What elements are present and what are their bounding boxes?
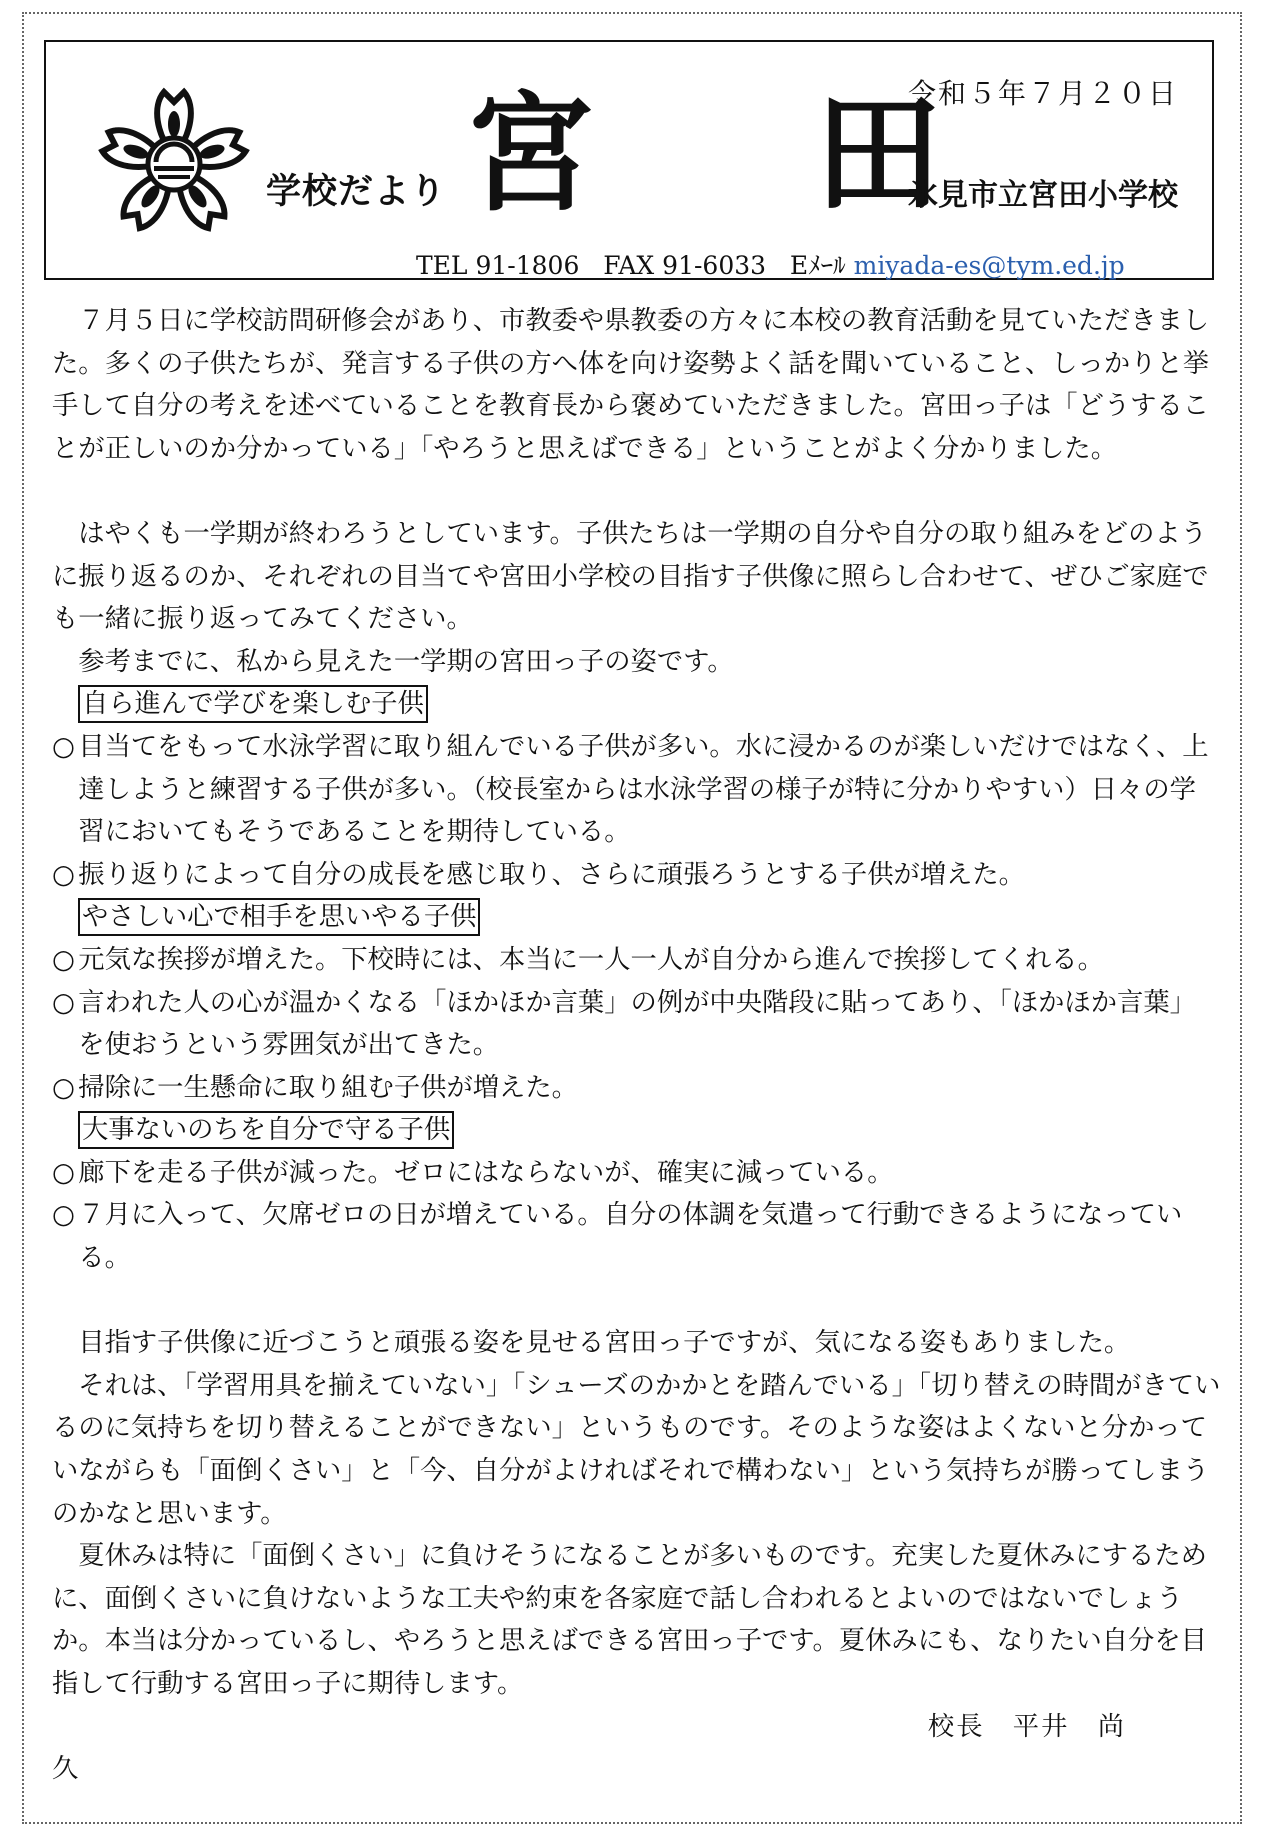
tel-number: TEL 91-1806 [416,251,580,280]
paragraph-term-end: はやくも一学期が終わろうとしています。子供たちは一学期の自分や自分の取り組みをどのように振り返るのか、それぞれの目当てや宮田小学校の目指す子供像に照らし合わせて、ぜひご家庭でも一緒に振り返ってみてください。 [52,518,1209,635]
list-item-text: 掃除に一生懸命に取り組む子供が増えた。 [78,1072,578,1103]
email-address[interactable]: miyada-es@tym.ed.jp [853,251,1125,280]
paragraph-reference: 参考までに、私から見えた一学期の宮田っ子の姿です。 [78,646,734,677]
bullet-circle: ○ [52,987,75,1018]
paragraph-concern: 目指す子供像に近づこうと頑張る姿を見せる宮田っ子ですが、気になる姿もありました。 [78,1328,1131,1359]
list-item-text: 元気な挨拶が増えた。下校時には、本当に一人一人が自分から進んで挨拶してくれる。 [78,944,1104,975]
email-label: Eﾒｰﾙ [789,251,846,280]
school-name: 氷見市立宮田小学校 [908,178,1178,213]
list-item [52,939,1222,982]
newsletter-header [44,40,1214,280]
paragraph-examples: それは、「学習用具を揃えていない」「シューズのかかとを踏んでいる」「切り替えの時間がきているのに気持ちを切り替えることができない」というものです。そのような姿はよくないと分かっていながらも「面倒くさい」と「今、自分がよければそれで構わない」という気持ちが勝ってしまうのかなと思います。 [52,1370,1221,1529]
signature-row [52,1706,1222,1749]
bullet-circle: ○ [52,1072,75,1103]
list-item-text: 目当てをもって水泳学習に取り組んでいる子供が多い。水に浸かるのが楽しいだけではなく、上達しようと練習する子供が多い。（校長室からは水泳学習の様子が特に分かりやすい）日々の学習においてもそうであることを期待している。 [78,731,1209,848]
goal-heading-3 [52,1109,1222,1152]
spacer [52,470,1222,513]
list-item [52,1152,1222,1195]
contact-line [416,246,1125,282]
list-item [52,1067,1222,1110]
bullet-circle: ○ [52,1200,75,1231]
signature-tail: 久 [52,1754,79,1785]
bullet-circle: ○ [52,1157,75,1188]
fax-number: FAX 91-6033 [603,251,767,280]
list-item-text: 振り返りによって自分の成長を感じ取り、さらに頑張ろうとする子供が増えた。 [78,859,1025,890]
school-emblem-icon [94,82,254,242]
principal-signature: 校長 平井 尚 [927,1711,1126,1742]
paragraph-summer: 夏休みは特に「面倒くさい」に負けそうになることが多いものです。充実した夏休みにするために、面倒くさいに負けないような工夫や約束を各家庭で話し合われるとよいのではないでしょうか。本当は分かっているし、やろうと思えばできる宮田っ子です。夏休みにも、なりたい自分を目指して行動する宮田っ子に期待します。 [52,1541,1207,1699]
goal-heading-2 [52,896,1222,939]
list-item [52,726,1222,854]
goal-heading-3-label: 大事ないのちを自分で守る子供 [78,1111,454,1149]
goal-heading-2-label: やさしい心で相手を思いやる子供 [78,898,480,936]
list-item-text: 言われた人の心が温かくなる「ほかほか言葉」の例が中央階段に貼ってあり、「ほかほか言葉」を使おうという雰囲気が出てきた。 [78,987,1196,1061]
bullet-circle: ○ [52,944,75,975]
issue-date: 令和５年７月２０日 [908,77,1179,110]
goal-heading-1 [52,683,1222,726]
newsletter-body [52,300,1222,1791]
list-item [52,982,1222,1067]
list-item [52,854,1222,897]
bullet-circle: ○ [52,859,75,890]
paragraph-visit: ７月５日に学校訪問研修会があり、市教委や県教委の方々に本校の教育活動を見ていただきました。多くの子供たちが、発言する子供の方へ体を向け姿勢よく話を聞いていること、しっかりと挙手して自分の考えを述べていることを教育長から褒めていただきました。宮田っ子は「どうすることが正しいのか分かっている」「やろうと思えばできる」ということがよく分かりました。 [52,306,1210,464]
list-item [52,1194,1222,1279]
list-item-text: 廊下を走る子供が減った。ゼロにはならないが、確実に減っている。 [78,1157,894,1188]
newsletter-title: 宮 田 [466,79,989,229]
list-item-text: ７月に入って、欠席ゼロの日が増えている。自分の体調を気遣って行動できるようになっている。 [78,1200,1183,1274]
goal-heading-1-label: 自ら進んで学びを楽しむ子供 [78,685,428,723]
bullet-circle: ○ [52,731,75,762]
spacer [52,1280,1222,1323]
newsletter-subtitle: 学校だより [266,172,447,212]
